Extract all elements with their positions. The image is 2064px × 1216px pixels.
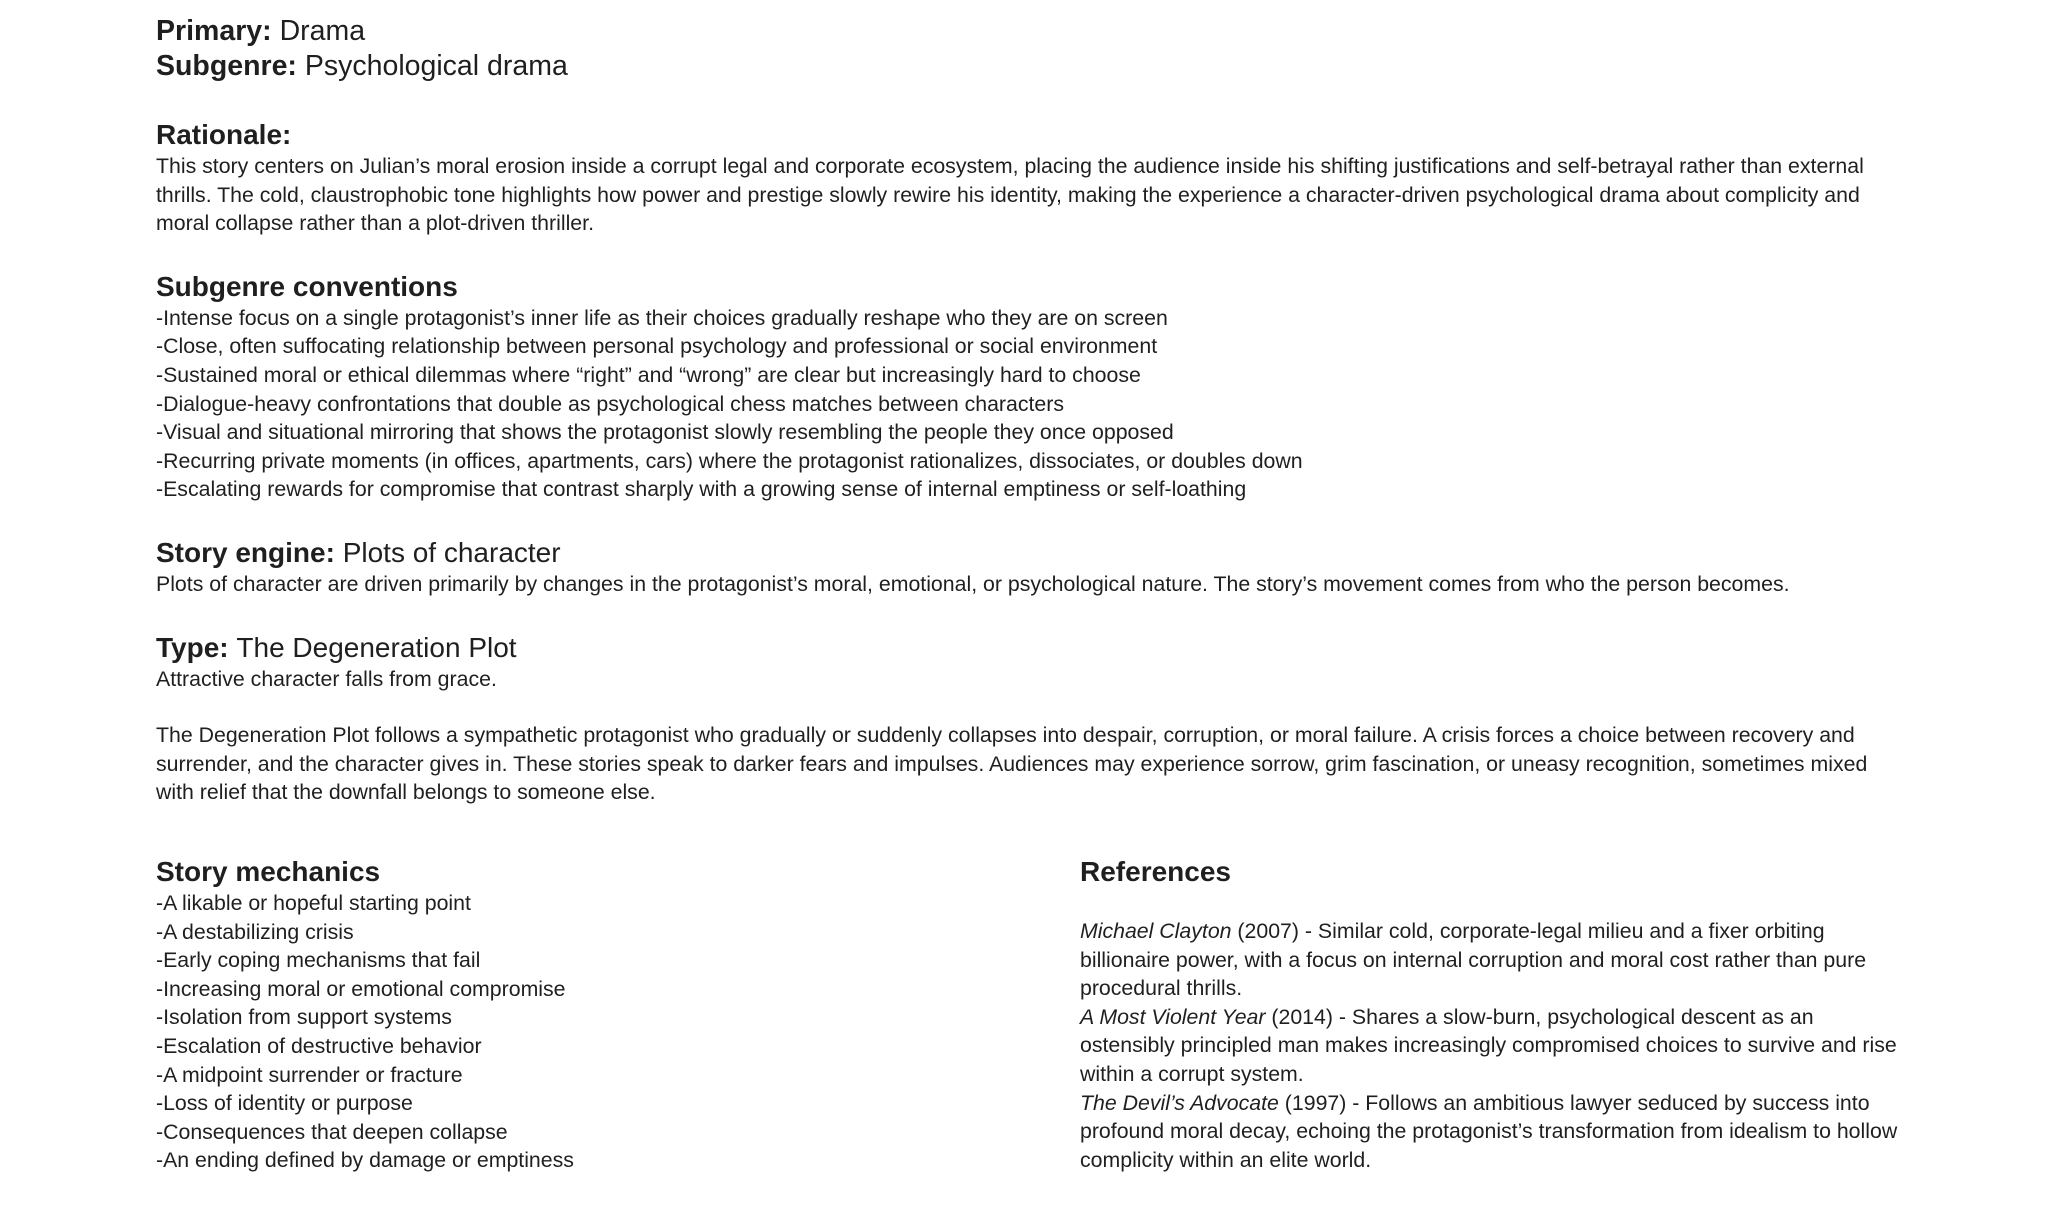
subgenre-line xyxy=(156,49,1896,84)
type-tagline: Attractive character falls from grace. xyxy=(156,666,497,691)
list-item: -Visual and situational mirroring that shows the protagonist slowly resembling the people they once opposed xyxy=(156,420,1174,445)
story-engine-value: Plots of character xyxy=(342,536,561,568)
list-item: -Escalating rewards for compromise that contrast sharply with a growing sense of internal emptiness or self-loathing xyxy=(156,477,1247,502)
reference-title: Michael Clayton xyxy=(1080,919,1232,943)
subgenre-value: Psychological drama xyxy=(304,50,568,82)
rationale-heading: Rationale: xyxy=(156,119,292,150)
list-item: -Early coping mechanisms that fail xyxy=(156,948,481,973)
mechanics-column xyxy=(156,855,1016,1175)
list-item: -Recurring private moments (in offices, apartments, cars) where the protagonist rationalizes, dissociates, or doubles down xyxy=(156,448,1303,473)
primary-value: Drama xyxy=(279,15,366,47)
list-item: -Sustained moral or ethical dilemmas where “right” and “wrong” are clear but increasingly hard to choose xyxy=(156,362,1141,387)
list-item: -A likable or hopeful starting point xyxy=(156,891,471,915)
subgenre-label: Subgenre: xyxy=(156,50,297,82)
primary-label: Primary: xyxy=(156,15,272,47)
conventions-list xyxy=(156,304,1896,504)
reference-item xyxy=(1080,1003,1900,1089)
reference-text: (2007) - Similar cold, corporate-legal milieu and a fixer orbiting billionaire power, with a focus on internal corruption and moral cost rather than pure procedural thrills. xyxy=(1080,919,1867,1001)
type-heading xyxy=(156,631,1896,665)
primary-genre-line xyxy=(156,14,1896,49)
reference-text: (2014) - Shares a slow-burn, psychological descent as an ostensibly principled man makes increasingly compromised choices to survive and rise within a corrupt system. xyxy=(1080,1004,1897,1086)
reference-title: A Most Violent Year xyxy=(1080,1004,1266,1029)
story-engine-label: Story engine: xyxy=(156,536,335,568)
list-item: -A destabilizing crisis xyxy=(156,919,354,944)
document-content xyxy=(156,14,1896,807)
rationale-text: This story centers on Julian’s moral erosion inside a corrupt legal and corporate ecosystem, placing the audience inside his shifting justifications and self-betrayal rather than external thrills. The cold, claustrophobic tone highlights how power and prestige slowly rewire his identity, making the experience a character-driven psychological drama about complicity and moral collapse rather than a plot-driven thriller. xyxy=(156,154,1864,236)
reference-title: The Devil’s Advocate xyxy=(1080,1090,1279,1115)
references-column xyxy=(1080,855,1900,1174)
list-item: -Increasing moral or emotional compromise xyxy=(156,976,566,1001)
type-value: The Degeneration Plot xyxy=(236,631,517,663)
list-item: -Close, often suffocating relationship between personal psychology and professional or social environment xyxy=(156,334,1158,359)
list-item: -Isolation from support systems xyxy=(156,1005,452,1030)
story-engine-text: Plots of character are driven primarily by changes in the protagonist’s moral, emotional, or psychological nature. The story’s movement comes from who the person becomes. xyxy=(156,571,1790,596)
list-item: -Dialogue-heavy confrontations that double as psychological chess matches between characters xyxy=(156,391,1064,416)
list-item: -Loss of identity or purpose xyxy=(156,1091,413,1116)
list-item: -Consequences that deepen collapse xyxy=(156,1119,508,1144)
mechanics-heading: Story mechanics xyxy=(156,856,381,887)
references-heading: References xyxy=(1080,856,1231,887)
list-item: -Intense focus on a single protagonist’s inner life as their choices gradually reshape who they are on screen xyxy=(156,305,1168,330)
list-item: -Escalation of destructive behavior xyxy=(156,1033,482,1058)
reference-item xyxy=(1080,917,1900,1003)
reference-item xyxy=(1080,1089,1900,1175)
conventions-heading: Subgenre conventions xyxy=(156,270,458,302)
type-label: Type: xyxy=(156,631,229,663)
story-engine-heading xyxy=(156,536,1896,570)
mechanics-list xyxy=(156,889,1016,1175)
list-item: -A midpoint surrender or fracture xyxy=(156,1062,463,1087)
list-item: -An ending defined by damage or emptiness xyxy=(156,1148,574,1173)
type-description: The Degeneration Plot follows a sympathetic protagonist who gradually or suddenly collapses into despair, corruption, or moral failure. A crisis forces a choice between recovery and surrender, and the character gives in. These stories speak to darker fears and impulses. Audiences may experience sorrow, grim fascination, or uneasy recognition, sometimes mixed with relief that the downfall belongs to someone else. xyxy=(156,723,1868,805)
reference-text: (1997) - Follows an ambitious lawyer seduced by success into profound moral decay, echoing the protagonist’s transformation from idealism to hollow complicity within an elite world. xyxy=(1080,1090,1898,1172)
